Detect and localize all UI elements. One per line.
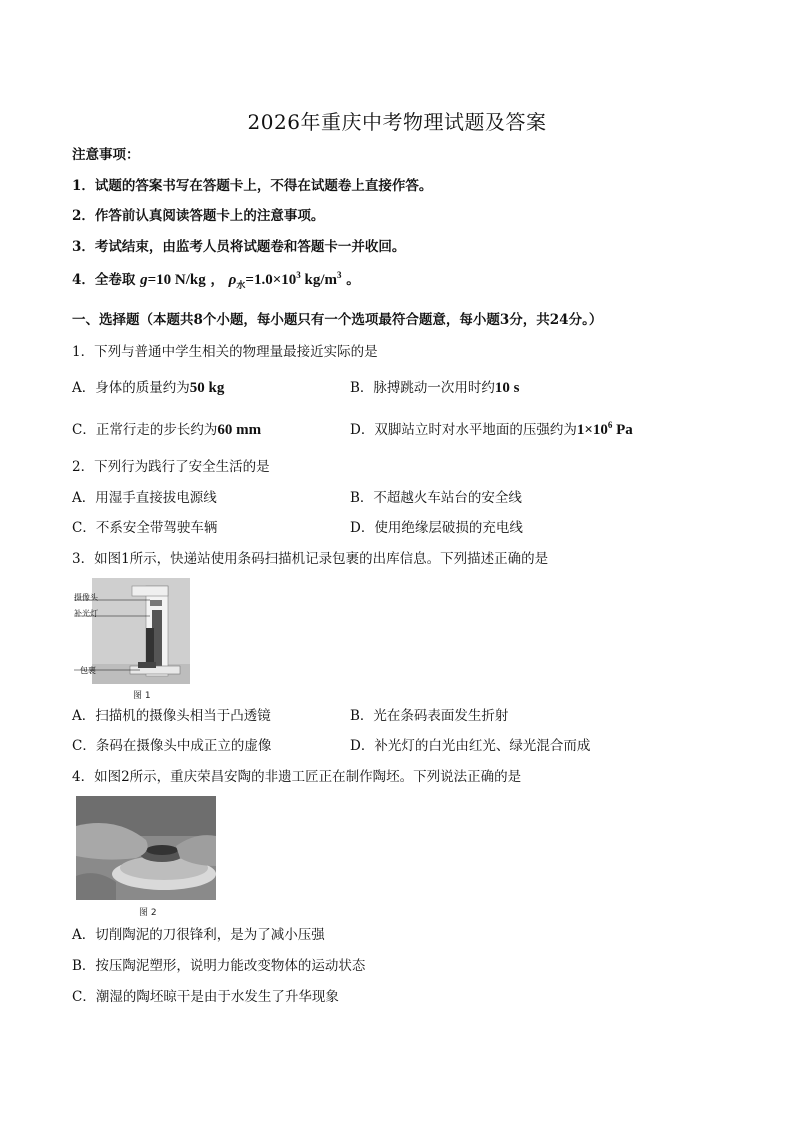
page-title: 2026年重庆中考物理试题及答案	[247, 110, 547, 134]
q4-stem: 4．如图2所示，重庆荣昌安陶的非遗工匠正在制作陶坯。下列说法正确的是	[72, 769, 522, 785]
rho-exponent: 3	[296, 270, 301, 280]
q2-stem: 2．下列行为践行了安全生活的是	[72, 459, 270, 475]
q1-option-d-unit: Pa	[612, 422, 633, 438]
section-1-heading: 一、选择题（本题共8个小题，每小题只有一个选项最符合题意，每小题3分，共24分。）	[72, 312, 603, 328]
q1-option-c	[72, 421, 261, 439]
q1-stem: 1．下列与普通中学生相关的物理量最接近实际的是	[72, 344, 378, 360]
gravity-value: =10 N/kg	[147, 272, 206, 288]
q1-option-a-value: 50 kg	[189, 380, 225, 396]
q1-option-b	[350, 379, 520, 397]
figure-1-label-light: 补光灯	[74, 609, 98, 618]
q1-option-d-value	[577, 422, 633, 438]
q2-option-c: C．不系安全带驾驶车辆	[72, 520, 218, 536]
q2-option-a: A．用湿手直接拔电源线	[72, 490, 217, 506]
q3-option-d: D．补光灯的白光由红光、绿光混合而成	[350, 738, 591, 754]
figure-1-label-camera: 摄像头	[74, 593, 98, 602]
q1-option-d-base: 1×10	[576, 422, 608, 438]
water-density	[229, 272, 342, 288]
rho-symbol: ρ	[228, 272, 237, 288]
notice-item-4-end: 。	[346, 272, 360, 288]
figure-1-label-package: 包裹	[80, 666, 96, 675]
q1-option-d	[350, 421, 633, 439]
q2-option-b: B．不超越火车站台的安全线	[350, 490, 522, 506]
notice-heading: 注意事项：	[72, 147, 140, 163]
notice-item-2: 2．作答前认真阅读答题卡上的注意事项。	[72, 208, 325, 224]
figure-2-caption: 图 2	[139, 908, 157, 918]
rho-unit-exponent: 3	[337, 270, 342, 280]
q4-option-c: C．潮湿的陶坯晾干是由于水发生了升华现象	[72, 989, 339, 1005]
q3-option-c: C．条码在摄像头中成正立的虚像	[72, 738, 272, 754]
pottery-illustration	[76, 796, 216, 900]
q1-option-a-text: A．身体的质量约为	[72, 380, 190, 396]
q2-option-d: D．使用绝缘层破损的充电线	[350, 520, 523, 536]
notice-item-4-sep: ，	[210, 272, 224, 288]
figure-2-pottery-photo	[76, 796, 216, 900]
q3-stem: 3．如图1所示，快递站使用条码扫描机记录包裹的出库信息。下列描述正确的是	[72, 551, 549, 567]
notice-item-4-prefix: 4．全卷取	[72, 272, 136, 288]
q4-option-a: A．切削陶泥的刀很锋利，是为了减小压强	[72, 927, 325, 943]
q1-option-c-text: C．正常行走的步长约为	[72, 422, 218, 438]
q1-option-b-text: B．脉搏跳动一次用时约	[350, 380, 495, 396]
notice-item-4	[72, 271, 360, 289]
gravity-symbol: g	[140, 272, 148, 288]
q4-option-b: B．按压陶泥塑形，说明力能改变物体的运动状态	[72, 958, 366, 974]
q1-option-d-exponent: 6	[607, 420, 613, 430]
notice-item-3: 3．考试结束，由监考人员将试题卷和答题卡一并收回。	[72, 239, 406, 255]
q3-option-b: B．光在条码表面发生折射	[350, 708, 509, 724]
gravity-constant	[140, 272, 206, 288]
q1-option-a	[72, 379, 224, 397]
rho-subscript: 水	[236, 280, 246, 290]
rho-value: =1.0×10	[245, 272, 297, 288]
q1-option-b-value: 10 s	[494, 380, 520, 396]
q1-option-d-text: D．双脚站立时对水平地面的压强约为	[350, 422, 577, 438]
rho-unit: kg/m	[300, 272, 338, 288]
q3-option-a: A．扫描机的摄像头相当于凸透镜	[72, 708, 271, 724]
figure-1-caption: 图 1	[133, 691, 151, 701]
q1-option-c-value: 60 mm	[217, 422, 262, 438]
notice-item-1: 1．试题的答案书写在答题卡上，不得在试题卷上直接作答。	[72, 178, 433, 194]
